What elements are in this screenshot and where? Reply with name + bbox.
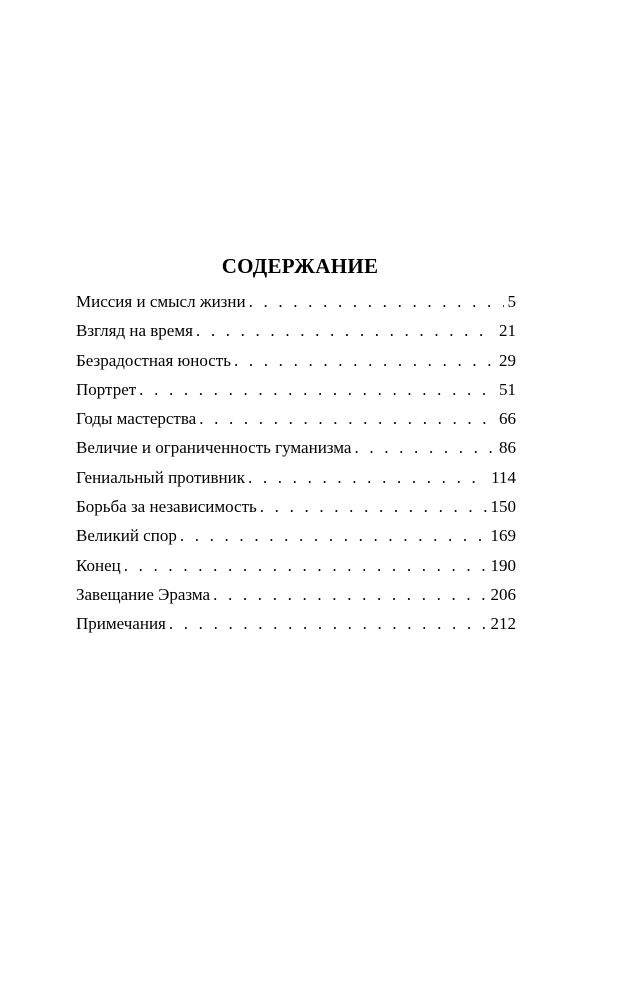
toc-entry-title: Миссия и смысл жизни (76, 292, 246, 311)
toc-entry (76, 521, 516, 550)
dot-leader (234, 346, 495, 375)
dot-leader (213, 580, 486, 609)
toc-entry-page: 150 (490, 497, 516, 517)
toc-entry (76, 316, 516, 345)
toc-entry-page: 5 (507, 292, 516, 311)
toc-entry-page: 66 (499, 409, 516, 429)
toc-entry (76, 463, 516, 492)
toc-entry-title: Примечания (76, 614, 166, 634)
dot-leader (139, 375, 495, 404)
toc-entry (76, 287, 516, 316)
dot-leader (196, 316, 495, 345)
toc-entry-title: Взгляд на время (76, 321, 193, 341)
toc-entry (76, 375, 516, 404)
toc-entry-page: 190 (490, 555, 516, 575)
dot-leader (180, 521, 487, 550)
dot-leader (169, 609, 487, 638)
toc-entry (76, 580, 516, 609)
toc-entry (76, 404, 516, 433)
toc-entry-page: 206 (490, 584, 516, 604)
toc-entry-title: Портрет (76, 379, 137, 399)
toc-entry-page: 21 (499, 321, 516, 341)
dot-leader (354, 433, 495, 462)
toc-entry-title: Конец (76, 555, 121, 575)
toc-entry-title: Борьба за независимость (76, 497, 257, 517)
contents-heading: СОДЕРЖАНИЕ (221, 254, 379, 278)
toc-entry-page: 169 (490, 526, 516, 546)
dot-leader (249, 287, 504, 316)
toc-entry (76, 433, 516, 462)
toc-entry-page: 86 (499, 438, 516, 458)
toc-entry-title: Величие и ограниченность гуманизма (76, 438, 352, 458)
toc-entry-page: 114 (491, 467, 516, 487)
toc-entry (76, 346, 516, 375)
dot-leader (248, 463, 487, 492)
toc-entry (76, 609, 516, 638)
toc-entry-title: Годы мастерства (76, 409, 197, 429)
table-of-contents (76, 287, 516, 639)
dot-leader (199, 404, 495, 433)
toc-entry-title: Великий спор (76, 526, 177, 546)
dot-leader (124, 551, 487, 580)
toc-entry-page: 212 (490, 614, 516, 634)
toc-entry (76, 492, 516, 521)
toc-entry-title: Гениальный противник (76, 467, 245, 487)
toc-entry-title: Безрадостная юность (76, 350, 231, 370)
dot-leader (260, 492, 487, 521)
toc-entry-page: 51 (499, 379, 516, 399)
toc-entry-page: 29 (499, 350, 516, 370)
toc-entry (76, 551, 516, 580)
toc-entry-title: Завещание Эразма (76, 584, 211, 604)
